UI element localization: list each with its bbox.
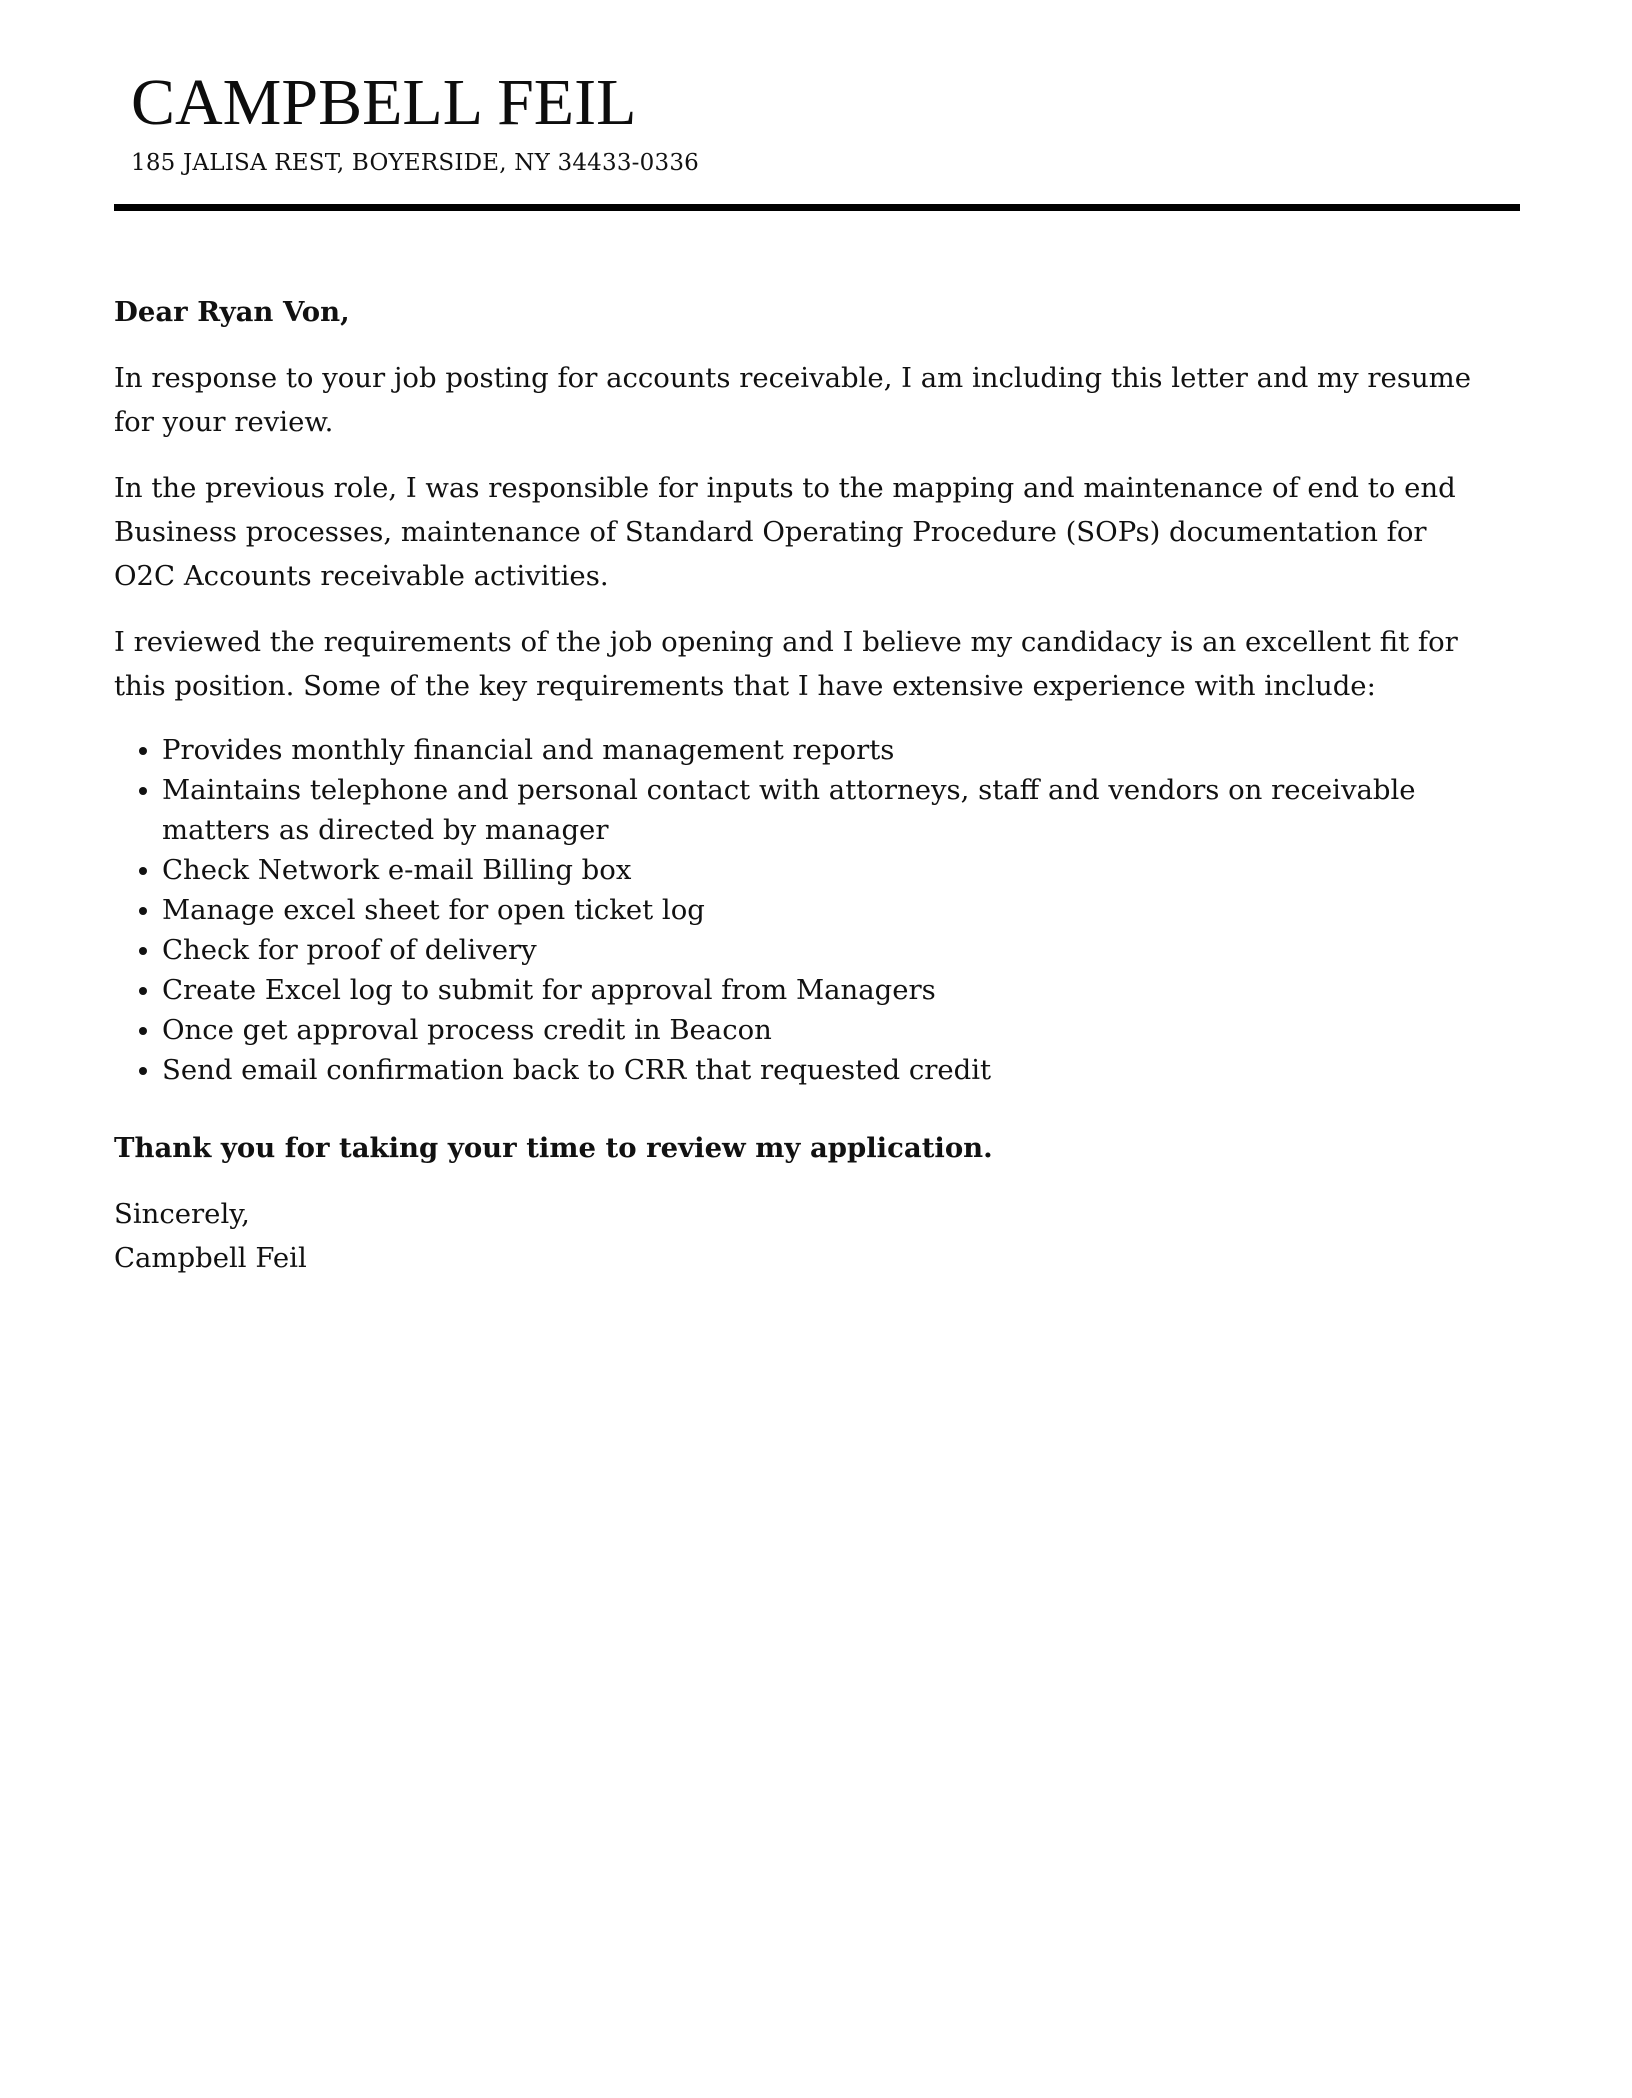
letter-body [114, 290, 1494, 1280]
list-item: • Check Network e-mail Billing box [162, 850, 1494, 890]
paragraph-requirements: I reviewed the requirements of the job opening and I believe my candidacy is an excellent fit for this position. Some of the key requirements that I have extensive experience with include: [114, 626, 1458, 702]
list-item: • Manage excel sheet for open ticket log [162, 890, 1494, 930]
signoff: Sincerely, [114, 1198, 250, 1230]
header-divider [114, 204, 1520, 211]
paragraph-previous-role: In the previous role, I was responsible for inputs to the mapping and maintenance of end to end Business processes, maintenance of Standard Operating Procedure (SOPs) documentation for O2C Accounts receivable activities. [114, 472, 1456, 592]
closing-statement: Thank you for taking your time to review my application. [114, 1132, 993, 1164]
list-item: • Check for proof of delivery [162, 930, 1494, 970]
list-item: • Provides monthly financial and management reports [162, 730, 1494, 770]
letter-header [131, 64, 1501, 180]
salutation: Dear Ryan Von, [114, 296, 350, 328]
list-item: • Send email confirmation back to CRR that requested credit [162, 1050, 1494, 1090]
applicant-address: 185 JALISA REST, BOYERSIDE, NY 34433-0336 [131, 150, 699, 176]
list-item: • Once get approval process credit in Beacon [162, 1010, 1494, 1050]
requirements-list [114, 730, 1494, 1090]
paragraph-intro: In response to your job posting for accounts receivable, I am including this letter and my resume for your review. [114, 362, 1472, 438]
signature-name: Campbell Feil [114, 1242, 307, 1274]
applicant-name: CAMPBELL FEIL [131, 66, 637, 139]
list-item: • Create Excel log to submit for approval from Managers [162, 970, 1494, 1010]
list-item: • Maintains telephone and personal contact with attorneys, staff and vendors on receivable matters as directed by manager [162, 770, 1494, 850]
